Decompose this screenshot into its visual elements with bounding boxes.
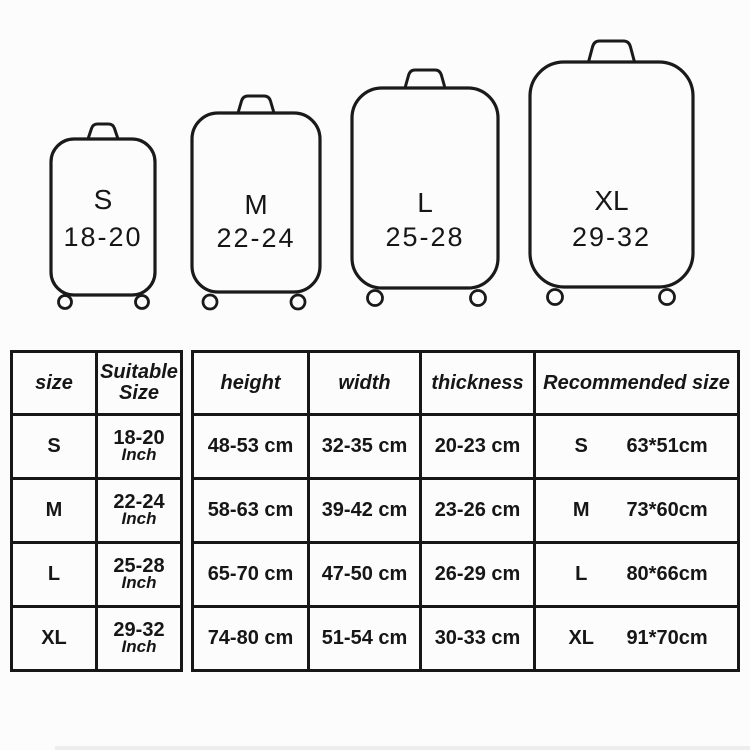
dim-row-2-width: 39-42 cm <box>307 477 419 541</box>
recommended-size-label: S <box>574 435 588 457</box>
dim-table-header-height: height <box>220 371 281 394</box>
dim-table-header-width: width <box>307 353 419 413</box>
dimension-table <box>191 350 740 672</box>
recommended-size-value: 80*66cm <box>626 563 708 585</box>
size-unit: Inch <box>121 637 157 657</box>
size-value: 29-32 <box>113 619 165 642</box>
suitcase-l-label: L <box>417 187 433 218</box>
suitcase-xl-label: XL <box>594 185 629 216</box>
dim-row-3-recommended <box>533 541 737 605</box>
suitcase-xl-icon <box>527 41 696 305</box>
suitcase-illustration-s <box>48 124 158 310</box>
dim-row-2-height: 58-63 cm <box>194 477 307 541</box>
size-unit: Inch <box>121 445 157 465</box>
suitcase-s-range: 18-20 <box>63 222 143 252</box>
dim-row-4-recommended <box>533 605 737 669</box>
size-table-row-l-value <box>95 541 180 605</box>
suitcase-illustration-l <box>349 70 501 306</box>
recommended-size-label: M <box>572 499 590 521</box>
size-table-row-xl-size: XL <box>13 605 95 669</box>
size-unit: Inch <box>121 509 157 529</box>
recommended-size-value: 73*60cm <box>626 499 708 521</box>
suitcase-m-range: 22-24 <box>216 223 296 253</box>
dim-row-3-width: 47-50 cm <box>307 541 419 605</box>
dim-row-1-width: 32-35 cm <box>307 413 419 477</box>
recommended-size-label: XL <box>568 627 594 649</box>
dim-row-4-height: 74-80 cm <box>194 605 307 669</box>
dim-row-4-width: 51-54 cm <box>307 605 419 669</box>
suitcase-s-label: S <box>93 184 113 215</box>
size-value: 22-24 <box>113 491 165 514</box>
size-table-row-s-size: S <box>13 413 95 477</box>
size-table-row-xl-value <box>95 605 180 669</box>
size-unit: Inch <box>121 573 157 593</box>
size-table <box>10 350 183 672</box>
size-value: 25-28 <box>113 555 165 578</box>
recommended-size-value: 63*51cm <box>626 435 708 457</box>
size-table-header-size: size <box>35 371 73 394</box>
suitcase-l-range: 25-28 <box>385 222 465 252</box>
size-value: 18-20 <box>113 427 165 450</box>
dim-row-2-thickness: 23-26 cm <box>419 477 533 541</box>
size-table-row-m-value <box>95 477 180 541</box>
dim-table-header-thickness: thickness <box>419 353 533 413</box>
recommended-size-label: L <box>575 563 588 585</box>
dim-row-4-thickness: 30-33 cm <box>419 605 533 669</box>
dim-row-1-height: 48-53 cm <box>194 413 307 477</box>
suitcase-m-label: M <box>244 189 268 220</box>
image-edge-artifact <box>55 746 750 750</box>
suitcase-xl-range: 29-32 <box>571 222 652 252</box>
dim-row-2-recommended <box>533 477 737 541</box>
suitcase-illustration-xl <box>527 41 696 305</box>
dim-row-1-recommended <box>533 413 737 477</box>
suitcase-s-icon <box>48 124 158 310</box>
recommended-size-value: 91*70cm <box>626 627 708 649</box>
dim-row-3-thickness: 26-29 cm <box>419 541 533 605</box>
size-table-header-suitable: Suitable Size <box>95 353 180 413</box>
dim-row-1-thickness: 20-23 cm <box>419 413 533 477</box>
size-table-row-s-value <box>95 413 180 477</box>
size-table-row-l-size: L <box>13 541 95 605</box>
dim-table-header-recommended: Recommended size <box>533 353 737 413</box>
size-table-row-m-size: M <box>13 477 95 541</box>
dim-row-3-height: 65-70 cm <box>194 541 307 605</box>
suitcase-illustration-m <box>189 96 323 310</box>
